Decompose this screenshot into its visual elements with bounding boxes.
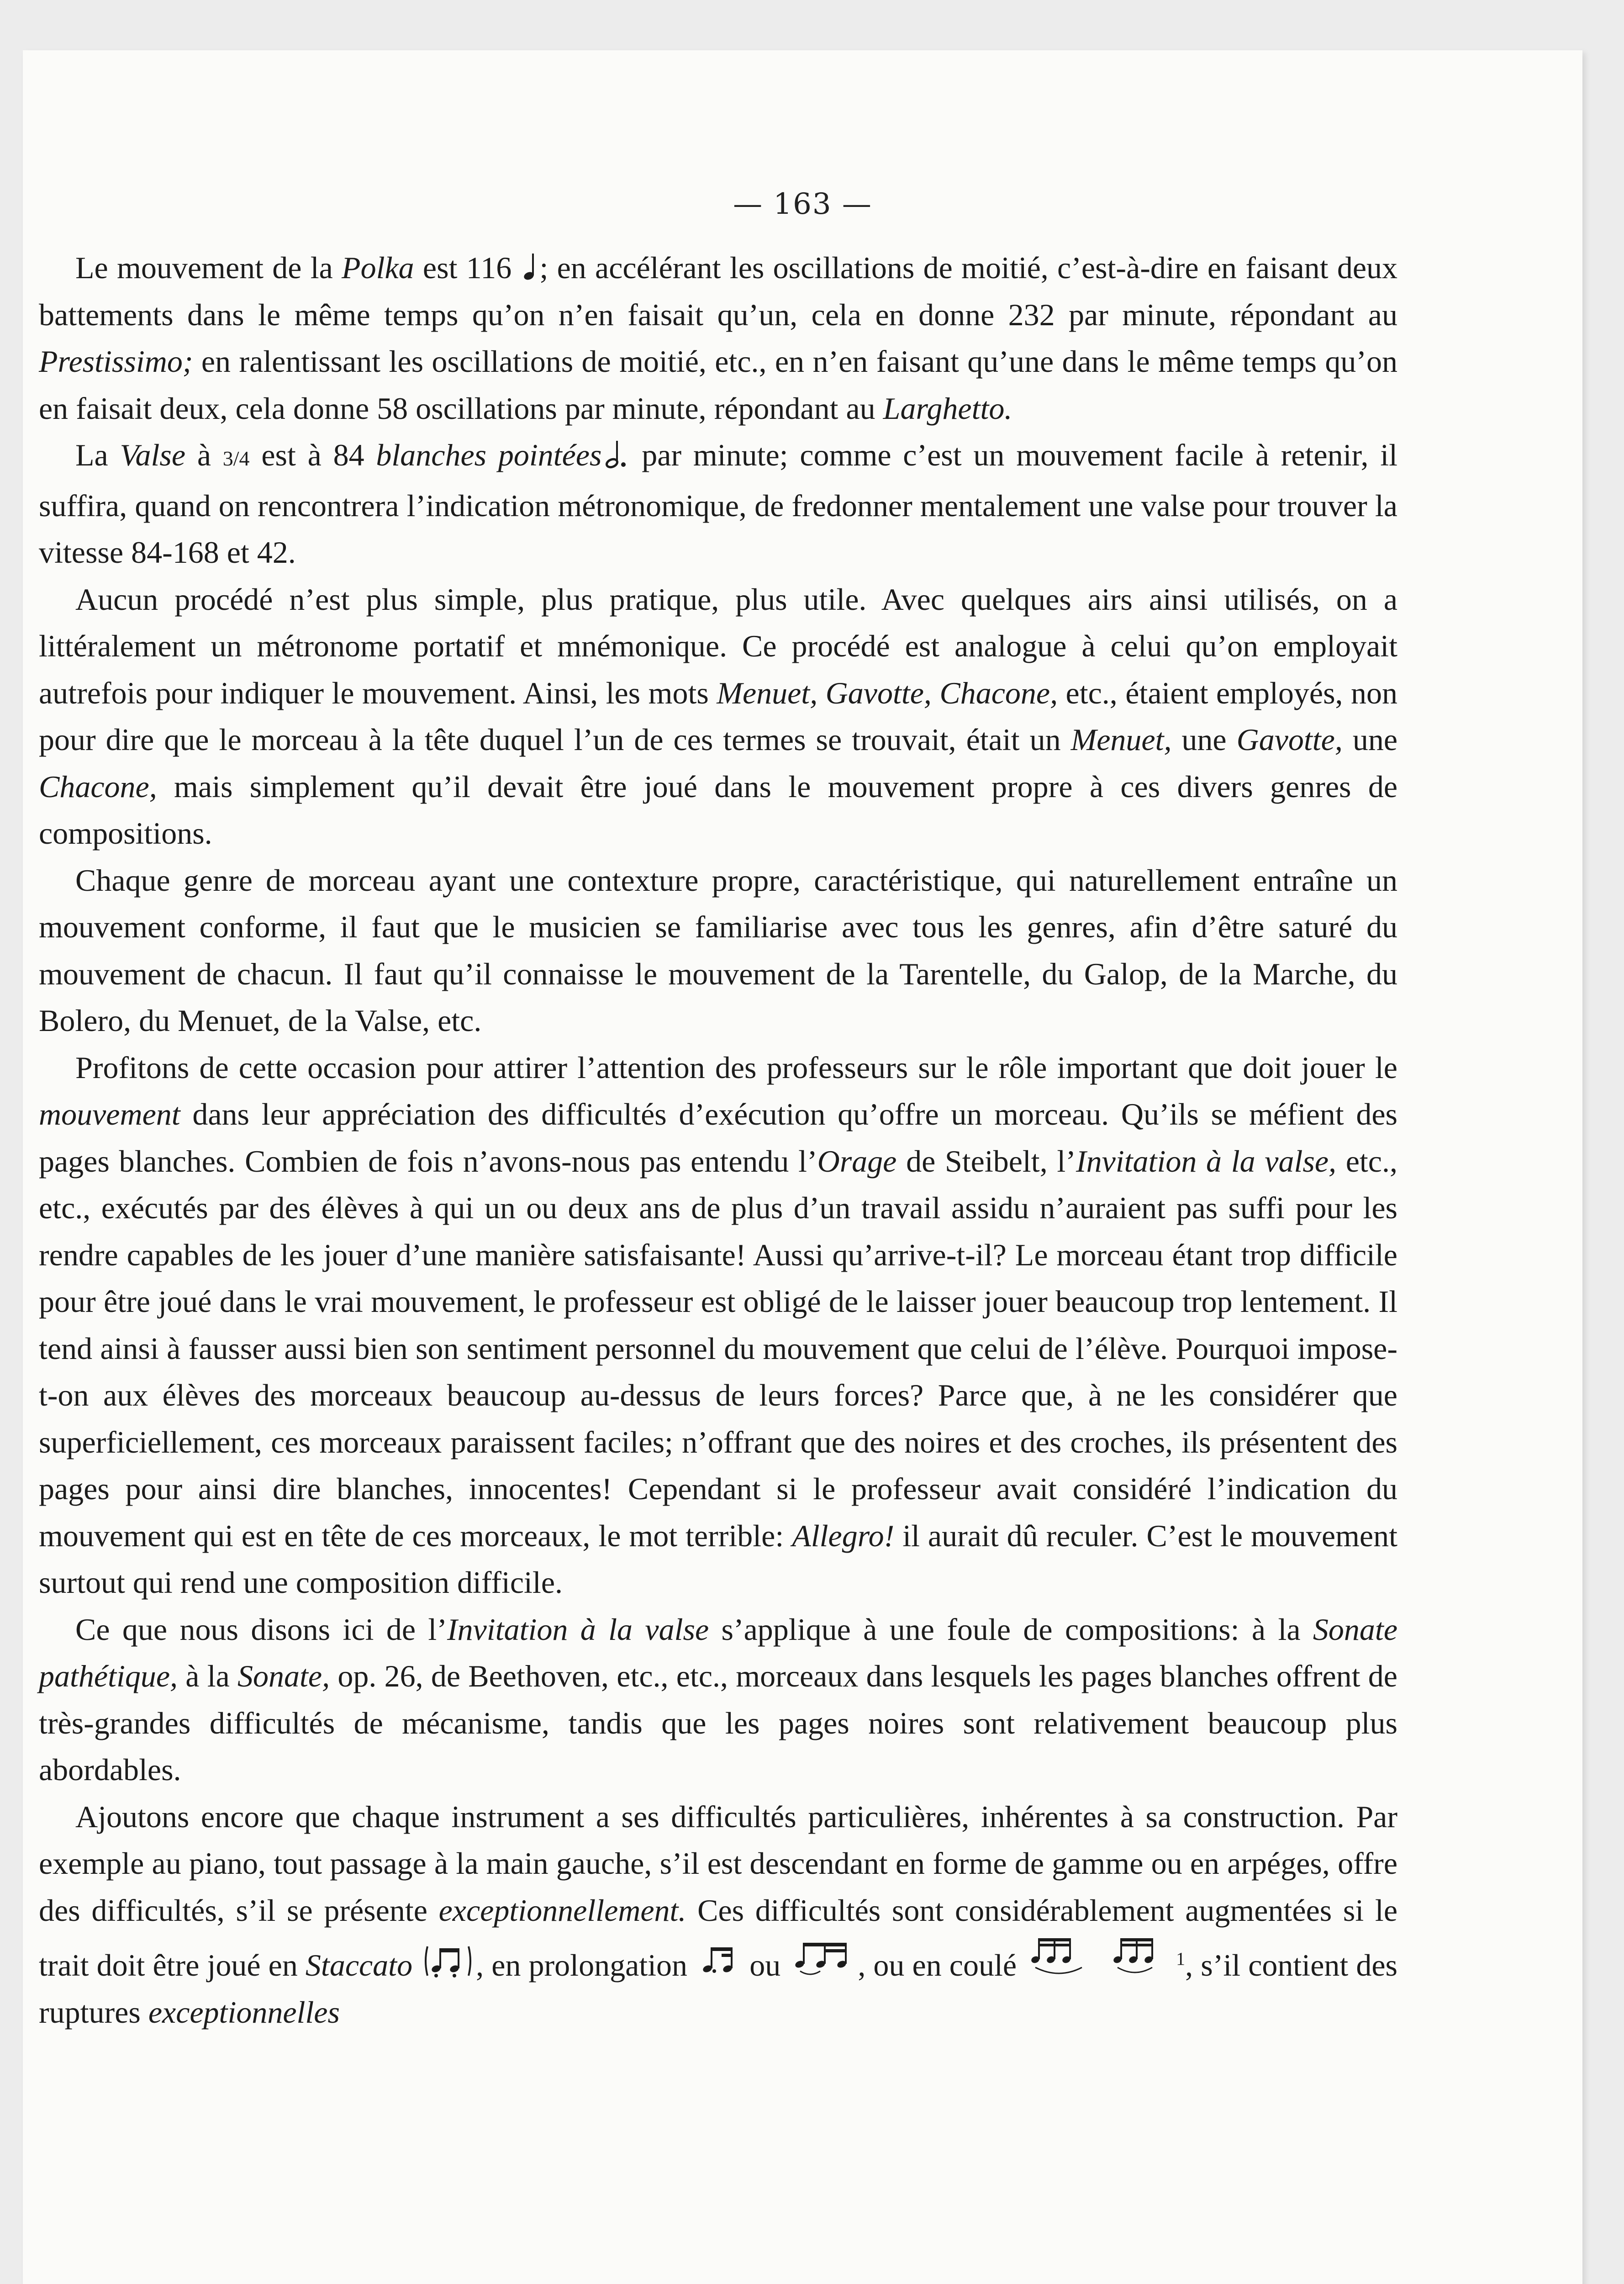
slurred-notes-icon [1027, 1934, 1173, 1979]
paragraph-5: Profitons de cette occasion pour attirer l’attention des professeurs sur le rôle important que doit jouer le mouvement dans leur appréciation des difficultés d’exécution qu’offre un morceau. Qu’ils se méfient des pages blanches. Combien de fois n’avons-nous pas entendu l’Orage de Steibelt, l’Invitation à la valse, etc., etc., exécutés par des élèves à qui un ou deux ans de plus d’un travail assidu n’auraient pas suffi pour les rendre capables de les jouer d’une manière satisfaisante! Aussi qu’arrive-t-il? Le morceau étant trop difficile pour être joué dans le vrai mouvement, le professeur est obligé de le laisser jouer beaucoup trop lentement. Il tend ainsi à fausser aussi bien son sentiment personnel du mouvement que celui de l’élève. Pourquoi impose-t-on aux élèves des morceaux beaucoup au-dessus de leurs forces? Parce que, à ne les considérer que superficiellement, ces morceaux paraissent faciles; n’offrant que des noires et des croches, ils présentent des pages pour ainsi dire blanches, innocentes! Cependant si le professeur avait considéré l’indication du mouvement qui est en tête de ces morceaux, le mot terrible: Allegro! il aurait dû reculer. C’est le mouvement surtout qui rend une composition difficile. [39, 1050, 1397, 1600]
prolongation-notes-icon [698, 1943, 739, 1979]
book-page [23, 50, 1582, 2284]
body-text [39, 244, 1397, 2036]
dotted-half-note-icon [604, 439, 627, 469]
quarter-note-icon [523, 252, 537, 282]
paragraph-6: Ce que nous disons ici de l’Invitation à la valse s’applique à une foule de compositions: à la Sonate pathétique, à la Sonate, op. 26, de Beethoven, etc., etc., morceaux dans lesquels les pages blanches offrent de très-grandes difficultés de mécanisme, tandis que les pages noires sont relativement beaucoup plus abordables. [39, 1612, 1397, 1787]
paragraph-7: Ajoutons encore que chaque instrument a ses difficultés particulières, inhérentes à sa construction. Par exemple au piano, tout passage à la main gauche, s’il est descendant en forme de gamme ou en arpéges, offre des difficultés, s’il se présente exceptionnellement. Ces difficultés sont considérablement augmentées si le trait doit être joué en Staccato , en prolongation ou , ou en coulé $^1$, s’il contient des ruptures exceptionnelles [39, 1799, 1397, 2030]
paragraph-3: Aucun procédé n’est plus simple, plus pratique, plus utile. Avec quelques airs ainsi utilisés, on a littéralement un métronome portatif et mnémonique. Ce procédé est analogue à celui qu’on employait autrefois pour indiquer le mouvement. Ainsi, les mots Menuet, Gavotte, Chacone, etc., étaient employés, non pour dire que le morceau à la tête duquel l’un de ces termes se trouvait, était un Menuet, une Gavotte, une Chacone, mais simplement qu’il devait être joué dans le mouvement propre à ces divers genres de compositions. [39, 582, 1398, 851]
time-signature: 3/4 [222, 447, 250, 470]
tied-notes-icon [791, 1938, 855, 1979]
page-number: — 163 — [733, 187, 872, 221]
staccato-eighth-notes-icon [423, 1943, 473, 1979]
paragraph-2: La Valse à 3/4 est à 84 blanches pointées par minute; comme c’est un mouvement facile à retenir, il suffira, quand on rencontrera l’indication métronomique, de fredonner mentalement une valse pour trouver la vitesse 84-168 et 42. [39, 438, 1397, 570]
paragraph-4: Chaque genre de morceau ayant une contexture propre, caractéristique, qui naturellement entraîne un mouvement conforme, il faut que le musicien se familiarise avec tous les genres, afin d’être saturé du mouvement de chacun. Il faut qu’il connaisse le mouvement de la Tarentelle, du Galop, de la Marche, du Bolero, du Menuet, de la Valse, etc. [39, 862, 1397, 1038]
paragraph-1: Le mouvement de la Polka est 116 ; en accélérant les oscillations de moitié, c’est-à-dire en faisant deux battements dans le même temps qu’on n’en faisait qu’un, cela en donne 232 par minute, répondant au Prestissimo; en ralentissant les oscillations de moitié, etc., en n’en faisant qu’une dans le même temps qu’on en faisait deux, cela donne 58 oscillations par minute, répondant au Larghetto. [39, 250, 1397, 426]
footnote-reference[interactable]: 1 [1176, 1948, 1186, 1969]
